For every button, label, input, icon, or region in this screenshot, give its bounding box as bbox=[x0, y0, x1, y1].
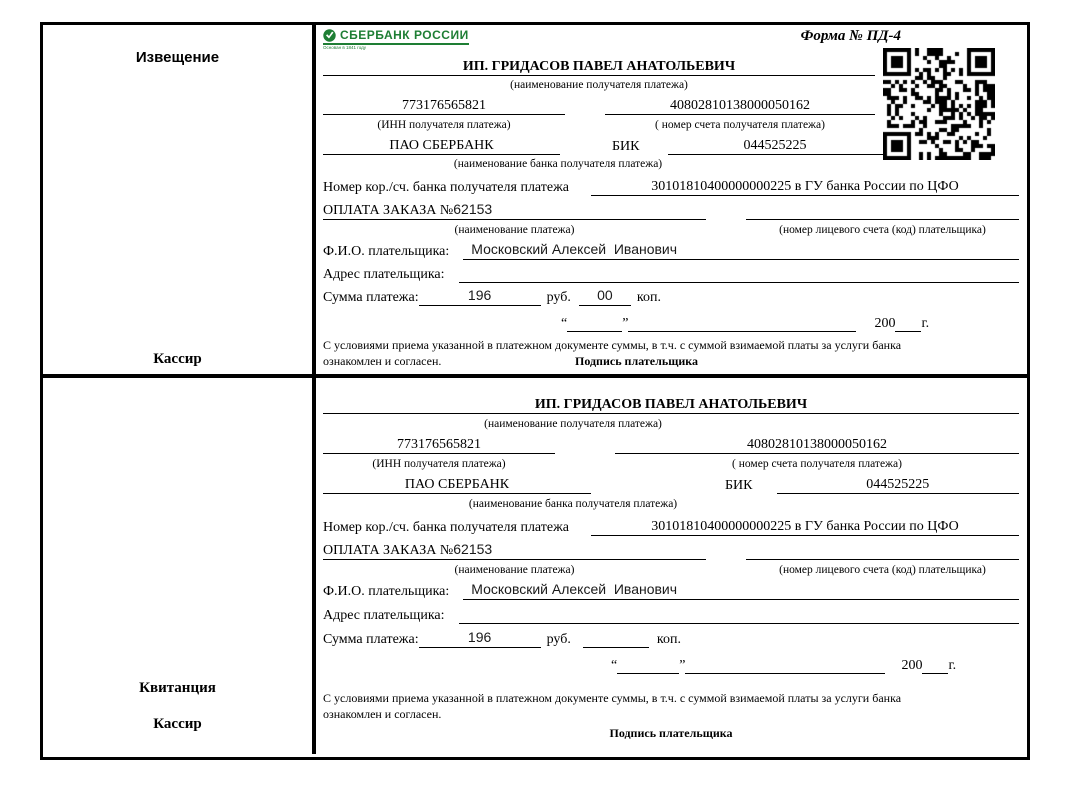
cashier-label: Кассир bbox=[153, 351, 202, 367]
sberbank-logo-icon bbox=[323, 29, 336, 42]
amount-kop-field[interactable] bbox=[579, 287, 631, 306]
account-caption-2: ( номер счета получателя платежа) bbox=[732, 458, 902, 470]
corr-value: 30101810400000000225 в ГУ банка России по ЦФО bbox=[591, 179, 1019, 196]
inn-account-captions-2 bbox=[323, 454, 1019, 470]
notice-content bbox=[316, 25, 1027, 374]
amount-rub-field[interactable] bbox=[419, 287, 541, 306]
purpose-captions-row bbox=[323, 220, 1019, 236]
payer-address-row bbox=[323, 260, 1019, 283]
personal-caption-2: (номер лицевого счета (код) плательщика) bbox=[779, 564, 986, 576]
year-suffix-2: г. bbox=[948, 658, 957, 673]
agreement-line1: С условиями приема указанной в платежном документе суммы, в т.ч. с суммой взимаемой платы за услуги банка bbox=[323, 338, 902, 352]
bank-bik-row-2 bbox=[323, 470, 1019, 494]
year-suffix: г. bbox=[921, 316, 930, 331]
receipt-side-column bbox=[43, 378, 316, 754]
date-row bbox=[323, 306, 1019, 332]
receipt-content bbox=[316, 378, 1027, 754]
section-notice bbox=[43, 25, 1027, 374]
inn-value-2: 773176565821 bbox=[323, 437, 555, 454]
amount-rub-value: 196 bbox=[467, 287, 492, 303]
payer-name-row bbox=[323, 236, 1019, 260]
sberbank-logo bbox=[323, 28, 469, 50]
amount-label: Сумма платежа: bbox=[323, 290, 419, 305]
section-receipt bbox=[43, 374, 1027, 754]
year-field-2[interactable] bbox=[922, 655, 948, 674]
order-number: 62153 bbox=[453, 201, 493, 217]
receipt-label: Квитанция bbox=[139, 680, 216, 696]
bik-label-2: БИК bbox=[725, 478, 753, 493]
month-field[interactable] bbox=[628, 313, 856, 332]
notice-label: Извещение bbox=[135, 49, 220, 66]
personal-account-field-2[interactable] bbox=[746, 539, 1019, 560]
bank-caption-2: (наименование банка получателя платежа) bbox=[468, 498, 678, 510]
payer-address-row-2 bbox=[323, 600, 1019, 624]
cashier-label-2: Кассир bbox=[153, 716, 202, 732]
month-field-2[interactable] bbox=[685, 655, 885, 674]
amount-rub-value-2: 196 bbox=[467, 629, 492, 645]
notice-side-column bbox=[43, 25, 316, 374]
amount-rub-field-2[interactable] bbox=[419, 629, 541, 648]
purpose-captions-row-2 bbox=[323, 560, 1019, 576]
inn-caption: (ИНН получателя платежа) bbox=[377, 119, 511, 131]
payer-name-label-2: Ф.И.О. плательщика: bbox=[323, 584, 450, 599]
recipient-name-2: ИП. ГРИДАСОВ ПАВЕЛ АНАТОЛЬЕВИЧ bbox=[323, 397, 1019, 414]
year-field[interactable] bbox=[895, 313, 921, 332]
purpose-prefix: ОПЛАТА ЗАКАЗА № bbox=[323, 203, 454, 218]
payer-address-field[interactable] bbox=[459, 262, 1019, 283]
account-caption: ( номер счета получателя платежа) bbox=[655, 119, 825, 131]
payer-address-label-2: Адрес плательщика: bbox=[323, 608, 445, 623]
purpose-field bbox=[323, 201, 706, 220]
payer-name-value-2: Московский Алексей Иванович bbox=[471, 581, 678, 597]
signature-label-2: Подпись плательщика bbox=[609, 726, 733, 740]
rub-label-2: руб. bbox=[546, 632, 571, 647]
payer-name-row-2 bbox=[323, 576, 1019, 600]
corr-label: Номер кор./сч. банка получателя платежа bbox=[323, 180, 569, 195]
recipient-caption: (наименование получателя платежа) bbox=[510, 79, 688, 91]
corr-account-row bbox=[323, 170, 1019, 196]
agreement-text-2 bbox=[323, 690, 1019, 722]
payer-name-field[interactable] bbox=[463, 241, 1019, 260]
year-prefix: 200 bbox=[874, 316, 896, 331]
inn-account-row-2 bbox=[323, 430, 1019, 454]
corr-value-2: 30101810400000000225 в ГУ банка России по ЦФО bbox=[591, 519, 1019, 536]
qr-code bbox=[883, 48, 995, 160]
amount-kop-field-2[interactable] bbox=[583, 647, 649, 648]
purpose-row-2 bbox=[323, 536, 1019, 560]
close-quote-2: ” bbox=[679, 658, 686, 673]
inn-value: 773176565821 bbox=[323, 98, 565, 115]
bank-name-2: ПАО СБЕРБАНК bbox=[323, 477, 591, 494]
agreement-line2: ознакомлен и согласен. bbox=[323, 354, 442, 368]
recipient-caption-2: (наименование получателя платежа) bbox=[484, 418, 662, 430]
bank-caption: (наименование банка получателя платежа) bbox=[453, 158, 663, 170]
bank-caption-row-2 bbox=[323, 494, 1019, 510]
purpose-prefix-2: ОПЛАТА ЗАКАЗА № bbox=[323, 543, 454, 558]
personal-account-field[interactable] bbox=[746, 199, 1019, 220]
account-value: 40802810138000050162 bbox=[605, 98, 875, 115]
amount-row-2 bbox=[323, 624, 1019, 648]
purpose-field-2 bbox=[323, 541, 706, 560]
document bbox=[40, 22, 1030, 760]
logo-text: СБЕРБАНК РОССИИ bbox=[340, 28, 469, 42]
order-number-2: 62153 bbox=[453, 541, 493, 557]
agreement-text bbox=[323, 337, 1019, 369]
close-quote: ” bbox=[622, 316, 629, 331]
payer-address-field-2[interactable] bbox=[459, 603, 1019, 624]
corr-account-row-2 bbox=[323, 510, 1019, 536]
kop-label-2: коп. bbox=[656, 632, 681, 647]
bik-value: 044525225 bbox=[668, 138, 883, 155]
day-field[interactable] bbox=[567, 313, 622, 332]
open-quote-2: “ bbox=[611, 658, 618, 673]
bik-label: БИК bbox=[612, 139, 640, 154]
kop-label: коп. bbox=[636, 290, 661, 305]
agreement-line2-2: ознакомлен и согласен. bbox=[323, 707, 442, 721]
amount-kop-value: 00 bbox=[597, 287, 613, 303]
inn-caption-2: (ИНН получателя платежа) bbox=[372, 458, 506, 470]
logo-tagline: Основан в 1841 году bbox=[323, 45, 367, 50]
payer-name-label: Ф.И.О. плательщика: bbox=[323, 244, 450, 259]
purpose-row bbox=[323, 196, 1019, 220]
corr-label-2: Номер кор./сч. банка получателя платежа bbox=[323, 520, 569, 535]
purpose-caption: (наименование платежа) bbox=[454, 224, 575, 236]
payer-address-label: Адрес плательщика: bbox=[323, 267, 445, 282]
bank-name: ПАО СБЕРБАНК bbox=[323, 138, 560, 155]
recipient-name: ИП. ГРИДАСОВ ПАВЕЛ АНАТОЛЬЕВИЧ bbox=[323, 59, 875, 76]
year-prefix-2: 200 bbox=[901, 658, 923, 673]
agreement-line1-2: С условиями приема указанной в платежном документе суммы, в т.ч. с суммой взимаемой платы за услуги банка bbox=[323, 691, 902, 705]
open-quote: “ bbox=[561, 316, 568, 331]
amount-label-2: Сумма платежа: bbox=[323, 632, 419, 647]
payer-name-value: Московский Алексей Иванович bbox=[471, 241, 678, 257]
rub-label: руб. bbox=[546, 290, 571, 305]
recipient-row-2 bbox=[323, 378, 1019, 414]
personal-caption: (номер лицевого счета (код) плательщика) bbox=[779, 224, 986, 236]
payer-name-field-2[interactable] bbox=[463, 581, 1019, 600]
amount-row bbox=[323, 283, 1019, 306]
day-field-2[interactable] bbox=[617, 655, 679, 674]
purpose-caption-2: (наименование платежа) bbox=[454, 564, 575, 576]
date-row-2 bbox=[323, 648, 1019, 674]
signature-label: Подпись плательщика bbox=[575, 354, 698, 368]
bik-value-2: 044525225 bbox=[777, 477, 1020, 494]
form-number-label: Форма № ПД-4 bbox=[800, 28, 901, 44]
account-value-2: 40802810138000050162 bbox=[615, 437, 1019, 454]
agreement-line2-row bbox=[323, 353, 1019, 369]
recipient-caption-row-2 bbox=[323, 414, 1019, 430]
